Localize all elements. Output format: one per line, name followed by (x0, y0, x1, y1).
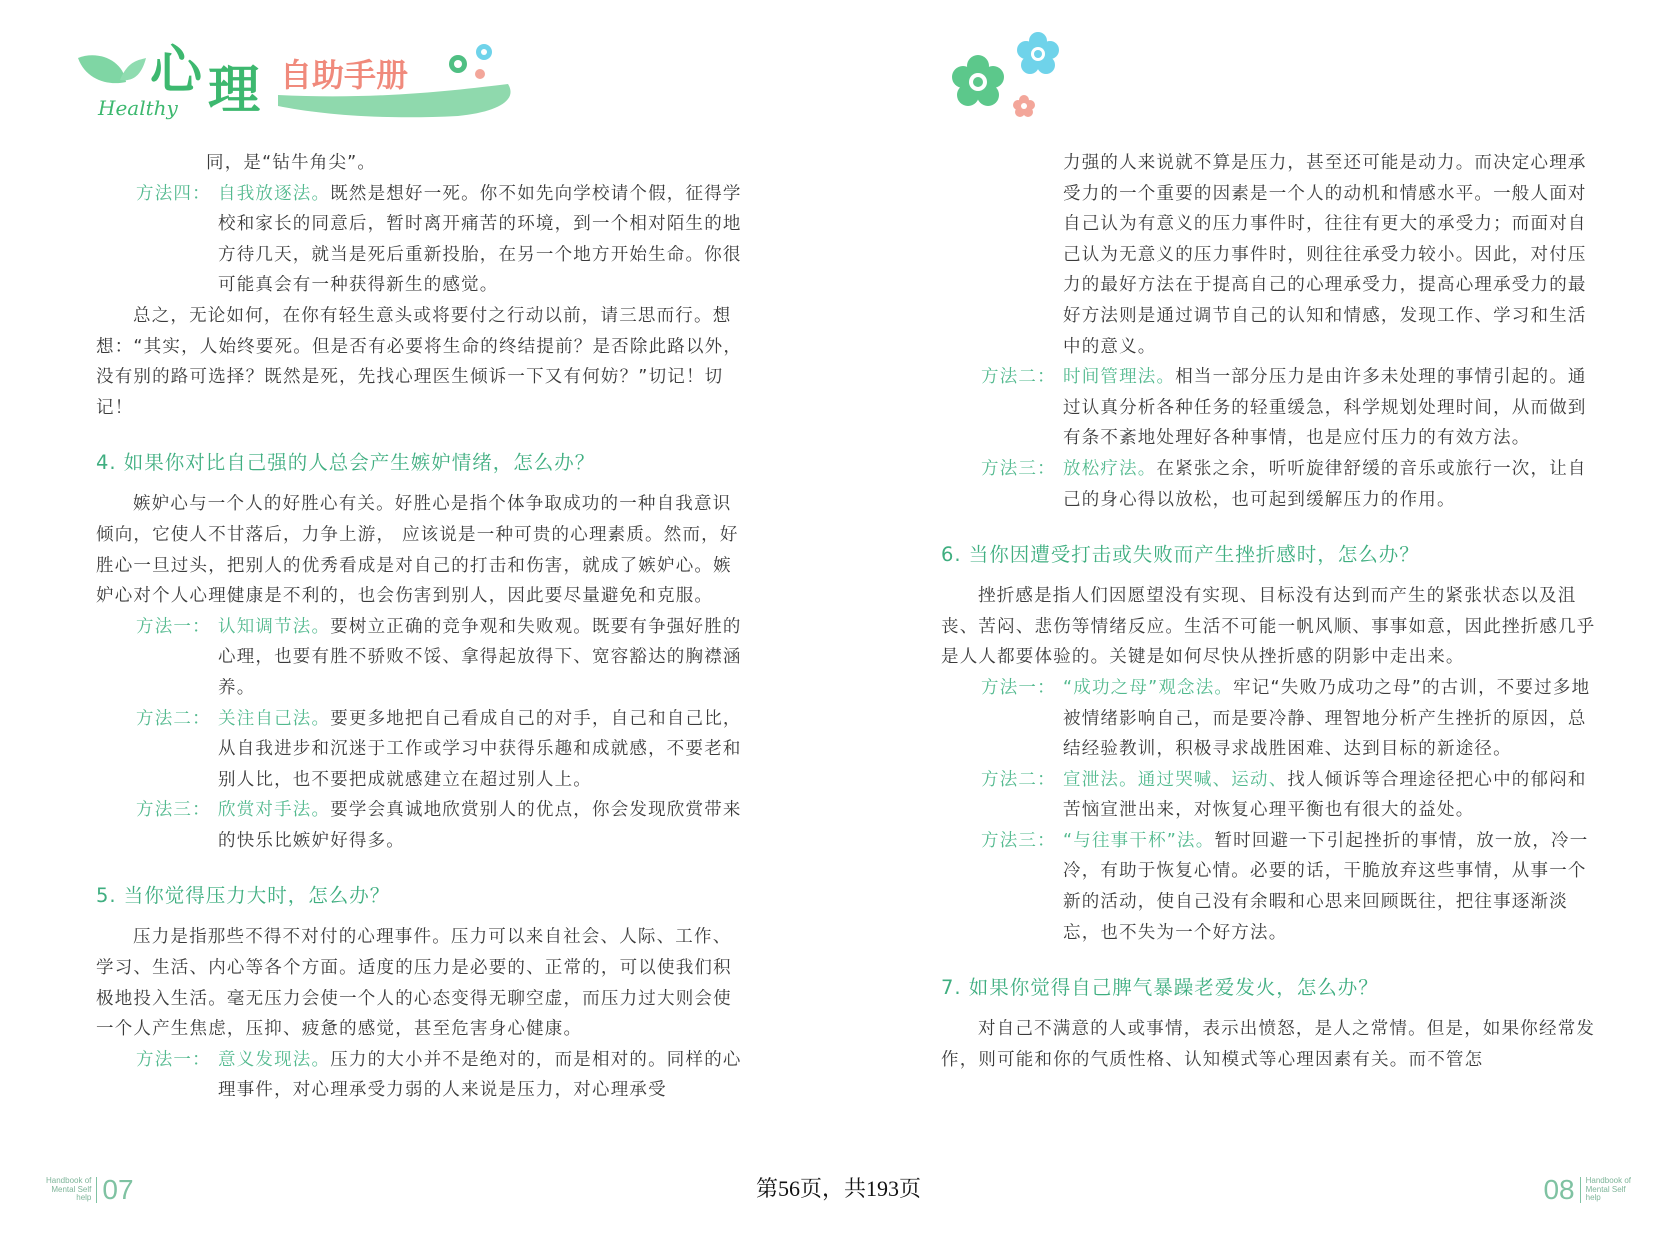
method-body: 要树立正确的竞争观和失败观。既要有争强好胜的心理，也要有胜不骄败不馁、拿得起放得下、宽容豁达的胸襟涵养。 (218, 616, 742, 698)
handbook-caption: Handbook of Mental Self help (46, 1176, 92, 1203)
small-flower-icon (449, 55, 467, 73)
method-body: 牢记“失败乃成功之母”的古训，不要过多地被情绪影响自己，而是要冷静、理智地分析产生挫折的原因，总结经验教训，积极寻求战胜困难、达到目标的新途径。 (1063, 677, 1591, 760)
method-item (941, 765, 1596, 826)
method-body: 暂时回避一下引起挫折的事情，放一放，冷一冷，有助于恢复心情。必要的话，干脆放弃这些事情，从事一个新的活动，使自己没有余暇和心思来回顾既往，把往事逐渐淡忘，也不失为一个好方法。 (1063, 830, 1589, 943)
paragraph: 总之，无论如何，在你有轻生意头或将要付之行动以前，请三思而行。想想：“其实，人始终要死。但是否有必要将生命的终结提前？是否除此路以外，没有别的路可选择？既然是死，先找心理医生倾诉一下又有何妨？”切记！切记！ (96, 305, 743, 418)
leaf-icon (78, 55, 126, 83)
method-label: 方法一： (981, 677, 1056, 698)
paragraph: 挫折感是指人们因愿望没有实现、目标没有达到而产生的紧张状态以及沮丧、苦闷、悲伤等情绪反应。生活不可能一帆风顺、事事如意，因此挫折感几乎是人人都要体验的。关键是如何尽快从挫折感的阴影中走出来。 (941, 586, 1596, 668)
right-column (941, 148, 1596, 1075)
paragraph: 同，是“钻牛角尖”。 (206, 153, 377, 173)
paragraph: 压力是指那些不得不对付的心理事件。压力可以来自社会、人际、工作、学习、生活、内心等各个方面。适度的压力是必要的、正常的，可以使我们积极地投入生活。毫无压力会使一个人的心态变得无聊空虚，而压力过大则会使一个人产生焦虑，压抑、疲惫的感觉，甚至危害身心健康。 (96, 927, 732, 1040)
method-item (941, 826, 1596, 948)
method-title: “成功之母”观念法。 (1063, 677, 1234, 698)
page-number-right: 08 (1543, 1174, 1575, 1205)
method-item (96, 179, 746, 301)
logo-script: Healthy (98, 96, 178, 120)
small-flower-icon-cyan (476, 44, 492, 60)
method-item (941, 454, 1596, 515)
logo-char-1: 心 (150, 40, 203, 101)
flower-icon-cyan (1017, 32, 1059, 74)
method-body: 要更多地把自己看成自己的对手，自己和自己比，从自我进步和沉迷于工作或学习中获得乐趣和成就感，不要老和别人比，也不要把成就感建立在超过别人上。 (218, 708, 742, 790)
method-item (941, 673, 1596, 765)
logo-char-2: 理 (208, 60, 261, 121)
method-body: 在紧张之余，听听旋律舒缓的音乐或旅行一次，让自己的身心得以放松，也可起到缓解压力的作用。 (1063, 458, 1587, 510)
method-title: 意义发现法。 (218, 1049, 331, 1070)
method-title: “与往事干杯”法。 (1063, 830, 1215, 851)
method-title: 放松疗法。 (1063, 458, 1157, 479)
method-label: 方法一： (136, 616, 211, 637)
method-label: 方法三： (981, 458, 1056, 479)
method-body: 压力的大小并不是绝对的，而是相对的。同样的心理事件，对心理承受力弱的人来说是压力，对心理承受 (218, 1049, 742, 1101)
method-body: 要学会真诚地欣赏别人的优点，你会发现欣赏带来的快乐比嫉妒好得多。 (218, 800, 742, 851)
small-flower-icon-pink (475, 69, 485, 79)
section-heading-5: 5. 当你觉得压力大时，怎么办？ (96, 884, 391, 908)
method-item (96, 1045, 746, 1106)
method-title: 宣泄法。通过哭喊、运动、 (1063, 769, 1288, 790)
method-title: 时间管理法。 (1063, 367, 1176, 388)
method-label: 方法三： (136, 800, 211, 821)
method-body: 既然是想好一死。你不如先向学校请个假，征得学校和家长的同意后，暂时离开痛苦的环境，到一个相对陌生的地方待几天，就当是死后重新投胎，在另一个地方开始生命。你很可能真会有一种获得新生的感觉。 (218, 183, 742, 296)
method-label: 方法三： (981, 830, 1056, 851)
flowers-decoration (938, 30, 1068, 130)
method-body: 相当一部分压力是由许多未处理的事情引起的。通过认真分析各种任务的轻重缓急，科学规划处理时间，从而做到有条不紊地处理好各种事情，也是应付压力的有效方法。 (1063, 367, 1587, 449)
method-label: 方法二： (981, 769, 1056, 790)
section-heading-6: 6. 当你因遭受打击或失败而产生挫折感时，怎么办？ (941, 543, 1420, 567)
method-title: 自我放逐法。 (218, 183, 331, 204)
method-label: 方法二： (136, 708, 211, 729)
method-item (941, 362, 1596, 454)
handbook-caption: Handbook of Mental Self help (1585, 1176, 1631, 1203)
method-body: 找人倾诉等合理途径把心中的郁闷和苦恼宣泄出来，对恢复心理平衡也有很大的益处。 (1063, 769, 1587, 821)
handbook-logo (78, 40, 558, 140)
method-item (96, 795, 746, 856)
left-column (96, 148, 746, 1106)
right-page (838, 0, 1677, 1240)
logo-subtitle: 自助手册 (280, 56, 409, 94)
flower-icon-green (952, 55, 1004, 106)
section-heading-7: 7. 如果你觉得自己脾气暴躁老爱发火，怎么办？ (941, 976, 1379, 1000)
leaf-icon-small (120, 58, 146, 80)
method-label: 方法一： (136, 1049, 211, 1070)
method-label: 方法二： (981, 367, 1056, 388)
page-number-left: 07 (102, 1174, 134, 1205)
method-item (96, 704, 746, 796)
flower-icon-pink (1013, 95, 1035, 117)
method-item (96, 612, 746, 704)
paragraph: 对自己不满意的人或事情，表示出愤怒，是人之常情。但是，如果你经常发作，则可能和你的气质性格、认知模式等心理因素有关。而不管怎 (941, 1019, 1596, 1070)
page-indicator: 第56页，共193页 (755, 1176, 921, 1201)
method-title: 关注自己法。 (218, 708, 331, 729)
method-title: 认知调节法。 (218, 616, 331, 637)
method-label: 方法四： (136, 183, 211, 204)
method-title: 欣赏对手法。 (218, 800, 331, 821)
paragraph: 力强的人来说就不算是压力，甚至还可能是动力。而决定心理承受力的一个重要的因素是一个人的动机和情感水平。一般人面对自己认为有意义的压力事件时，往往有更大的承受力；而面对自己认为无意义的压力事件时，则往往承受力较小。因此，对付压力的最好方法在于提高自己的心理承受力，提高心理承受力的最好方法则是通过调节自己的认知和情感，发现工作、学习和生活中的意义。 (1063, 153, 1587, 357)
paragraph: 嫉妒心与一个人的好胜心有关。好胜心是指个体争取成功的一种自我意识倾向，它使人不甘落后，力争上游， 应该说是一种可贵的心理素质。然而，好胜心一旦过头，把别人的优秀看成是对自己的打击和伤害，就成了嫉妒心。嫉妒心对个人心理健康是不利的，也会伤害到别人，因此要尽量避免和克服。 (96, 494, 739, 607)
left-page (0, 0, 838, 1240)
section-heading-4: 4. 如果你对比自己强的人总会产生嫉妒情绪，怎么办？ (96, 451, 596, 475)
